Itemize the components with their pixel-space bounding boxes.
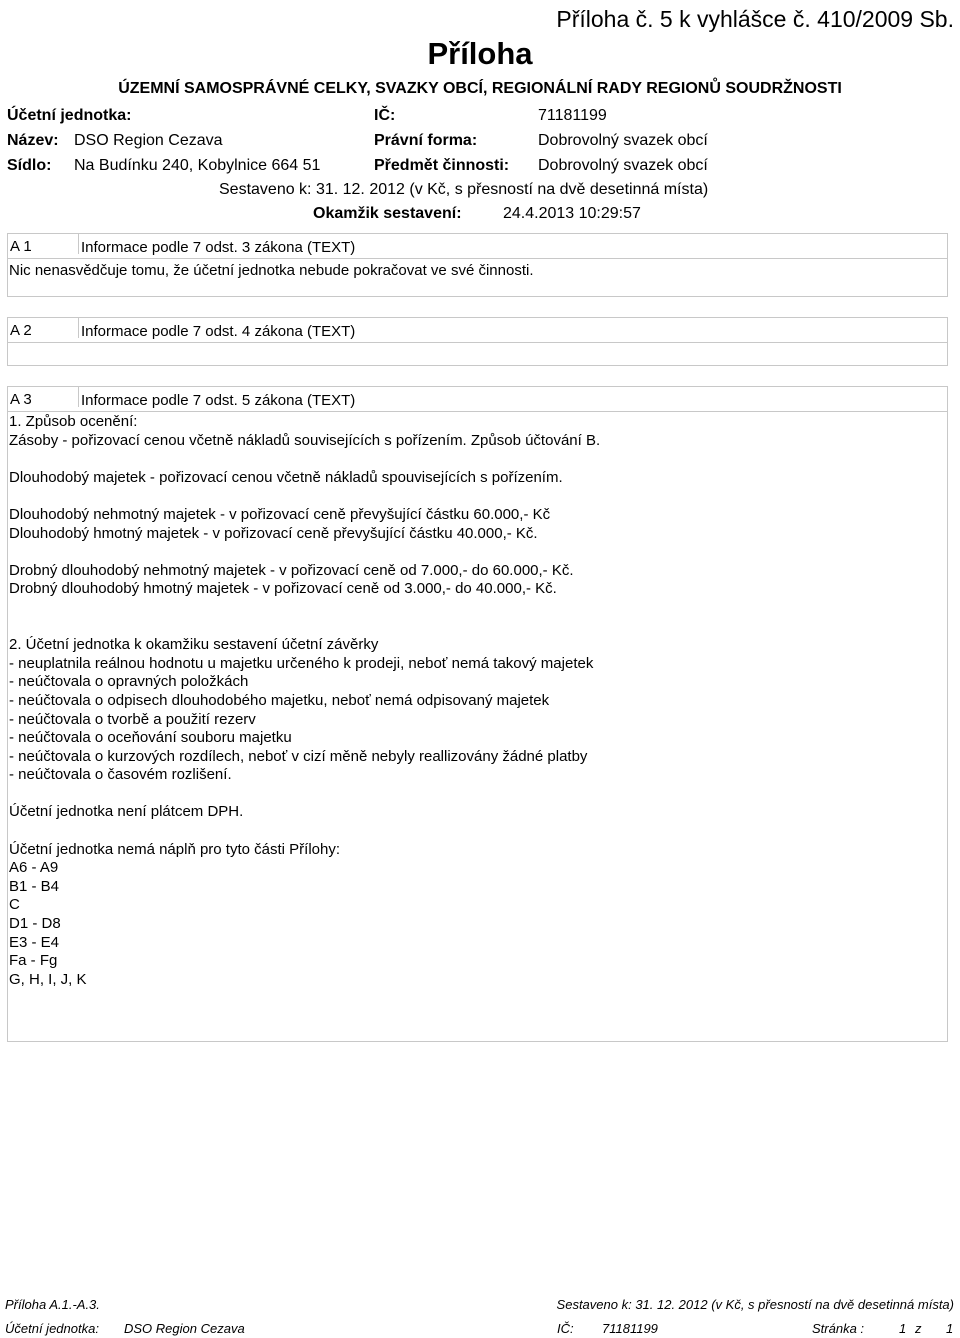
name-label: Název: <box>7 132 59 149</box>
section-a3-line: Dlouhodobý nehmotný majetek - v pořizovací ceně převyšující částku 60.000,- Kč <box>9 505 551 523</box>
section-a3-line: E3 - E4 <box>9 933 60 951</box>
footer-ic-label: IČ: <box>557 1321 574 1336</box>
section-a3-line: - neúčtovala o tvorbě a použití rezerv <box>9 710 256 728</box>
section-a3-line: C <box>9 896 20 914</box>
section-a2-code: A 2 <box>10 322 32 339</box>
seat-value: Na Budínku 240, Kobylnice 664 51 <box>74 157 321 174</box>
section-a1-title: Informace podle 7 odst. 3 zákona (TEXT) <box>78 234 355 254</box>
section-a3-line: - neúčtovala o časovém rozlišení. <box>9 766 232 784</box>
section-a3-line: G, H, I, J, K <box>9 970 87 988</box>
footer-page-label: Stránka : <box>812 1321 865 1336</box>
section-a3 <box>7 386 948 1042</box>
section-a3-line: Drobný dlouhodobý nehmotný majetek - v pořizovací ceně od 7.000,- do 60.000,- Kč. <box>9 561 574 579</box>
section-a3-line <box>9 618 947 637</box>
section-a3-line: A6 - A9 <box>9 859 59 877</box>
section-a1-text: Nic nenasvědčuje tomu, že účetní jednotka nebude pokračovat ve své činnosti. <box>9 262 534 279</box>
section-a3-line: Fa - Fg <box>9 952 58 970</box>
section-a3-body <box>8 412 947 989</box>
section-a3-line: - neúčtovala o kurzových rozdílech, neboť v cizí měně nebyly reallizovány žádné platby <box>9 747 588 765</box>
section-a3-line <box>9 822 947 841</box>
section-a3-line: Drobný dlouhodobý hmotný majetek - v pořizovací ceně od 3.000,- do 40.000,- Kč. <box>9 580 557 598</box>
section-a3-line: Účetní jednotka nemá náplň pro tyto části Přílohy: <box>9 840 341 858</box>
seat-label: Sídlo: <box>7 157 52 174</box>
section-a3-line <box>9 450 947 469</box>
section-a3-line: - neúčtovala o oceňování souboru majetku <box>9 729 292 747</box>
section-a2 <box>7 317 948 366</box>
name-value: DSO Region Cezava <box>74 132 223 149</box>
section-a3-line: D1 - D8 <box>9 915 61 933</box>
footer-page-sep: z <box>915 1321 922 1336</box>
moment-value: 24.4.2013 10:29:57 <box>503 205 641 222</box>
footer-ic-value: 71181199 <box>602 1321 658 1336</box>
section-a3-line <box>9 599 947 618</box>
section-a3-line <box>9 543 947 562</box>
footer-section-ref: Příloha A.1.-A.3. <box>5 1297 100 1312</box>
ic-label: IČ: <box>374 107 396 124</box>
section-a3-line: Dlouhodobý majetek - pořizovací cenou včetně nákladů spouvisejících s pořízením. <box>9 468 563 486</box>
section-a3-line: Dlouhodobý hmotný majetek - v pořizovací ceně převyšující částku 40.000,- Kč. <box>9 524 538 542</box>
section-a2-title: Informace podle 7 odst. 4 zákona (TEXT) <box>78 318 355 338</box>
unit-label: Účetní jednotka: <box>7 107 132 124</box>
section-a3-line: 2. Účetní jednotka k okamžiku sestavení účetní závěrky <box>9 636 379 654</box>
section-a1-header <box>8 234 947 259</box>
section-a3-code: A 3 <box>10 391 32 408</box>
footer-unit-label: Účetní jednotka: <box>5 1321 99 1336</box>
ic-value: 71181199 <box>538 107 607 124</box>
section-a3-line: - neúčtovala o opravných položkách <box>9 673 249 691</box>
annex-reference: Příloha č. 5 k vyhlášce č. 410/2009 Sb. <box>556 6 954 32</box>
footer-compiled: Sestaveno k: 31. 12. 2012 (v Kč, s přesností na dvě desetinná místa) <box>556 1297 954 1312</box>
footer-page-current: 1 <box>899 1321 907 1336</box>
section-a3-line <box>9 487 947 506</box>
legal-form-value: Dobrovolný svazek obcí <box>538 132 708 149</box>
section-a1-code: A 1 <box>10 238 32 255</box>
section-a3-line: - neuplatnila reálnou hodnotu u majetku určeného k prodeji, neboť nemá takový majetek <box>9 654 594 672</box>
footer-unit-name: DSO Region Cezava <box>124 1321 245 1336</box>
compiled-line: Sestaveno k: 31. 12. 2012 (v Kč, s přesností na dvě desetinná místa) <box>219 181 709 198</box>
section-a3-line: Účetní jednotka není plátcem DPH. <box>9 803 244 821</box>
section-a3-line: B1 - B4 <box>9 877 60 895</box>
moment-label: Okamžik sestavení: <box>313 205 462 222</box>
section-a3-title: Informace podle 7 odst. 5 zákona (TEXT) <box>78 387 355 407</box>
section-a2-header <box>8 318 947 343</box>
activity-label: Předmět činnosti: <box>374 157 510 174</box>
activity-value: Dobrovolný svazek obcí <box>538 157 708 174</box>
section-a1 <box>7 233 948 297</box>
section-a1-body <box>8 259 947 281</box>
section-a3-header <box>8 387 947 412</box>
page-subtitle: ÚZEMNÍ SAMOSPRÁVNÉ CELKY, SVAZKY OBCÍ, REGIONÁLNÍ RADY REGIONŮ SOUDRŽNOSTI <box>118 80 842 97</box>
section-a3-line: - neúčtovala o odpisech dlouhodobého majetku, neboť nemá odpisovaný majetek <box>9 691 550 709</box>
section-a3-line <box>9 785 947 804</box>
legal-form-label: Právní forma: <box>374 132 478 149</box>
page-title: Příloha <box>427 36 533 71</box>
section-a3-line: 1. Způsob ocenění: <box>9 413 138 430</box>
section-a3-line: Zásoby - pořizovací cenou včetně nákladů souvisejících s pořízením. Způsob účtování B. <box>9 431 601 449</box>
footer-page-total: 1 <box>946 1321 954 1336</box>
